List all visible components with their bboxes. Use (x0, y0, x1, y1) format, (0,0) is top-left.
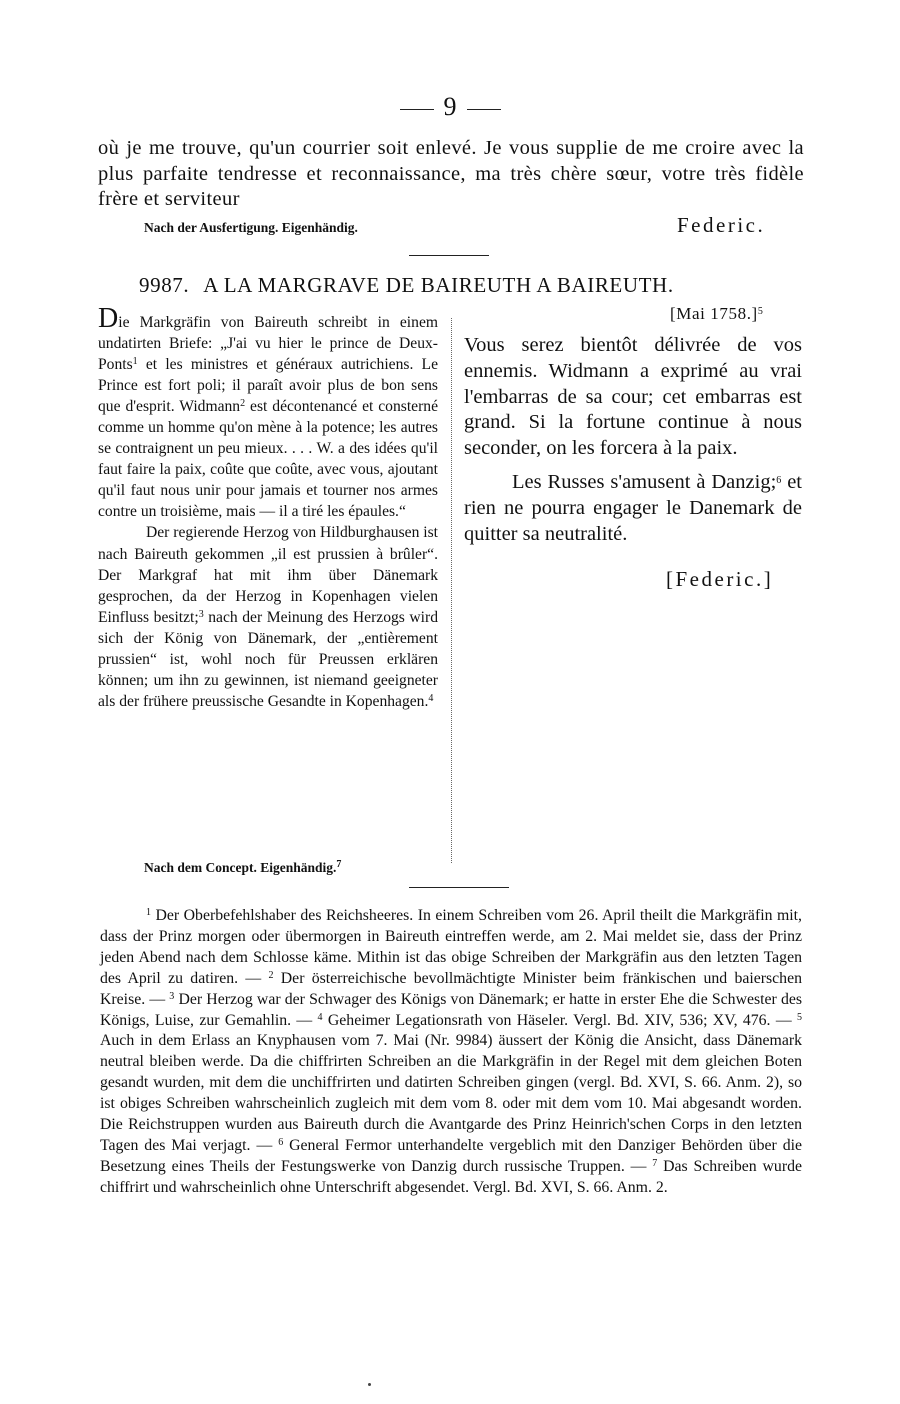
footnote-marker: 4 (317, 1011, 323, 1023)
commentary-text: Der regierende Herzog von Hildburghausen ist nach Baireuth gekommen „il est prussien à brûler“. Der Markgraf hat mit ihm über Dänemark gesprochen, da der Herzog in Kopenhagen vielen Einfluss besitzt; (98, 524, 439, 626)
column-divider (451, 318, 452, 863)
footnote-marker: 5 (797, 1011, 802, 1023)
page-number-text: 9 (443, 92, 457, 121)
signature-2: [Federic.] (666, 567, 774, 591)
source-note-2 (144, 860, 341, 876)
footnote-marker: 3 (169, 990, 175, 1002)
letter-title: A LA MARGRAVE DE BAIREUTH A BAIREUTH. (203, 273, 674, 297)
footnote-ref: 5 (757, 306, 764, 317)
footnote-marker: 6 (278, 1136, 284, 1148)
source-note-2-text: Nach dem Concept. Eigenhändig. (144, 860, 337, 875)
footnote-text: Der Herzog war der Schwager des Königs von Dänemark; er hatte in erster Ehe die Schwester des Königs, Luise, zur Gemahlin. — (100, 990, 803, 1029)
footnote-ref: 4 (428, 692, 434, 704)
footnote-ref: 7 (336, 859, 342, 870)
stray-dot (368, 1383, 371, 1386)
footnote-text: Geheimer Legationsrath von Häseler. Vergl. Bd. XIV, 536; XV, 476. — (322, 1011, 797, 1029)
footnote-text: Auch in dem Erlass an Knyphausen vom 7. Mai (Nr. 9984) äussert der König die Ansicht, dass Dänemark neutral bleiben werde. Da die chiffrirten Schreiben an die Markgräfin in der Regel mit dem gleichen Boten gesandt wurden, mit dem die unchiffrirten und datirten Schreiben gingen (vergl. Bd. XVI, S. 66. Anm. 2), so ist obiges Schreiben wahrscheinlich zugleich mit dem vom 8. oder mit dem vom 10. Mai abgesandt worden. Die Reichstruppen wurden aus Baireuth durch die Avantgarde des Prinz Heinrich'schen Corps in den letzten Tagen des Mai verjagt. — (100, 1032, 802, 1154)
footnote-marker: 2 (268, 969, 274, 981)
letter-date (670, 304, 763, 324)
footnote-text: General Fermor unterhandelte vergeblich mit den Danziger Behörden über die Besetzung eines Theils der Festungswerke von Danzig durch russische Truppen. — (100, 1136, 802, 1175)
footnote-ref: 1 (132, 356, 138, 368)
commentary-text: nach der Meinung des Herzogs wird sich der König von Dänemark, der „entièrement prussien“ ist, wohl noch für Preussen erklären können; um ihn zu gewinnen, ist niemand geeigneter als der frühere preussische Gesandte in Kopenhagen. (98, 608, 438, 710)
dash-left (400, 109, 434, 110)
letter-number: 9987. (139, 273, 190, 297)
footnote-rule (409, 887, 509, 888)
source-note-1: Nach der Ausfertigung. Eigenhändig. (144, 220, 358, 235)
signature-1: Federic. (677, 213, 766, 237)
footnote-text: Der Oberbefehlshaber des Reichsheeres. In einem Schreiben vom 26. April theilt die Markgräfin mit, dass der Prinz morgen oder übermorgen in Baireuth eintreffen werde, am 2. Mai meldet sie, dass der Prinz jeden Abend nach dem Schlosse käme. Mithin ist das obige Schreiben der Markgräfin aus den letzten Tagen des April zu datiren. — (100, 907, 802, 987)
letter-heading (139, 273, 769, 298)
footnote-marker: 1 (146, 907, 151, 918)
footnote-text: Das Schreiben wurde chiffrirt und wahrscheinlich ohne Unterschrift abgesendet. Vergl. Bd. XVI, S. 66. Anm. 2. (100, 1157, 802, 1196)
commentary-text: et les ministres et généraux autrichiens. Le Prince est fort poli; il paraît avoir plus de bon sens que d'esprit. Widmann (98, 356, 438, 416)
commentary-paragraph-2 (98, 522, 438, 711)
dash-right (467, 109, 501, 110)
footnote-ref: 2 (240, 398, 246, 410)
left-column-commentary (98, 303, 439, 712)
section-rule-top (409, 255, 489, 256)
commentary-paragraph-1 (98, 303, 438, 522)
preceding-letter-ending: où je me trouve, qu'un courrier soit enlevé. Je vous supplie de me croire avec la plus parfaite tendresse et reconnaissance, ma très chère sœur, votre très fidèle frère et serviteur (98, 137, 804, 210)
letter-paragraph-1: Vous serez bientôt délivrée de vos ennemis. Widmann a exprimé au vrai l'embarras de sa cour; cet embarras est grand. Si la fortune continue à nous seconder, on les forcera à la paix. (464, 334, 802, 460)
footnote-marker: 7 (652, 1157, 658, 1169)
right-column-letter (464, 333, 802, 547)
footnote-ref: 6 (776, 474, 782, 486)
footnote-text: Der österreichische bevollmächtigte Minister beim fränkischen und baierschen Kreise. — (100, 969, 802, 1008)
footnotes (100, 906, 802, 1199)
commentary-text: ie Markgräfin von Baireuth schreibt in einem undatirten Briefe: „J'ai vu hier le prince de Deux-Ponts (98, 314, 438, 374)
letter-text: et rien ne pourra engager le Danemark de quitter sa neutralité. (464, 470, 802, 545)
drop-cap: D (98, 303, 119, 334)
page-number (380, 92, 520, 122)
commentary-text: est décontenancé et consterné comme un homme qu'on mène à la potence; les autres se contraignent un peu mieux. . . . W. a des idées qu'il faut faire la paix, coûte que coûte, avec vous, ajoutant qu'il faut nous unir pour jamais et tourner nos armes contre un troisième, mais — il a tiré les épaules.“ (98, 398, 438, 521)
letter-date-text: [Mai 1758.] (670, 304, 758, 323)
letter-paragraph-2 (464, 470, 802, 547)
letter-text: Les Russes s'amusent à Danzig; (512, 470, 777, 493)
footnote-ref: 3 (198, 608, 204, 620)
